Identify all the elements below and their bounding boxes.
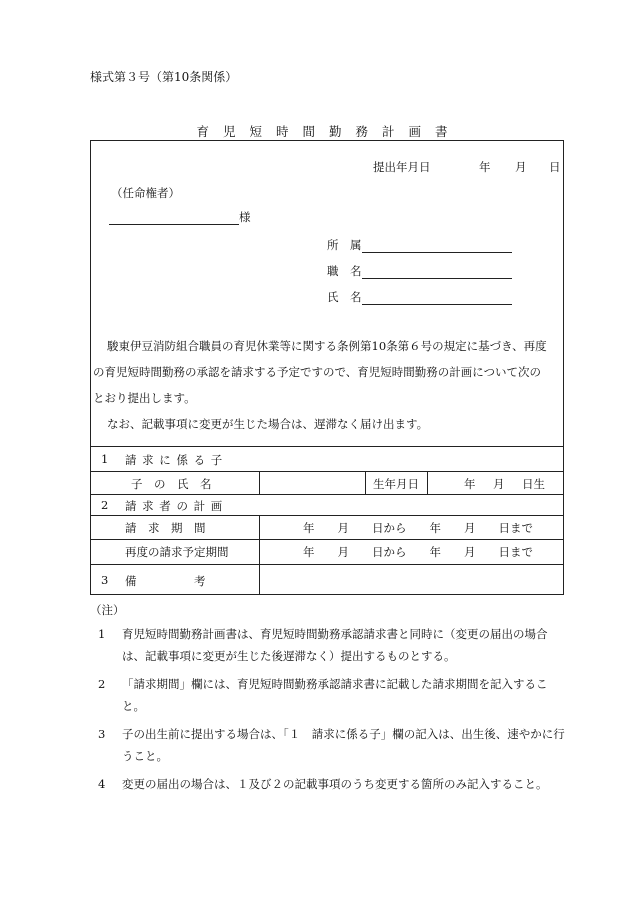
row-line-3 bbox=[91, 515, 563, 516]
note-item bbox=[98, 623, 568, 667]
section-1-number: 1 bbox=[101, 452, 109, 466]
affiliation-label: 所 属 bbox=[327, 238, 362, 252]
row-line-4 bbox=[91, 539, 563, 540]
birth-year: 年 bbox=[464, 477, 476, 491]
submit-date-label: 提出年月日 bbox=[373, 160, 431, 174]
note-item bbox=[98, 773, 568, 795]
table-top-line bbox=[91, 446, 563, 447]
affiliation-field[interactable] bbox=[362, 240, 512, 253]
form-box bbox=[90, 140, 564, 595]
section-3-number: 3 bbox=[101, 573, 109, 587]
planned-period-label: 再度の請求予定期間 bbox=[125, 545, 229, 559]
col-line-name bbox=[259, 471, 260, 494]
position-label: 職 名 bbox=[327, 264, 362, 278]
body-text-line-1: 駿東伊豆消防組合職員の育児休業等に関する条例第10条第６号の規定に基づき、再度 bbox=[107, 339, 547, 353]
col-line-birth-2 bbox=[427, 471, 428, 494]
row-line-2 bbox=[91, 494, 563, 495]
note-text: 変更の届出の場合は、１及び２の記載事項のうち変更する箇所のみ記入すること。 bbox=[122, 777, 548, 791]
birth-month: 月 bbox=[493, 477, 505, 491]
note-number: 3 bbox=[98, 727, 106, 741]
document-title: 育児短時間勤務計画書 bbox=[196, 124, 462, 139]
note-number: 2 bbox=[98, 677, 106, 691]
col-line-periods bbox=[259, 515, 260, 595]
section-2-label: 請 求 者 の 計 画 bbox=[125, 499, 224, 513]
col-line-birth-1 bbox=[365, 471, 366, 494]
remarks-label: 備 考 bbox=[125, 574, 206, 588]
sama-label: 様 bbox=[239, 210, 251, 224]
notes-list bbox=[98, 623, 568, 801]
body-text-line-4: なお、記載事項に変更が生じた場合は、遅滞なく届け出ます。 bbox=[107, 417, 429, 431]
section-1-label: 請 求 に 係 る 子 bbox=[125, 453, 224, 467]
row-line-5 bbox=[91, 564, 563, 565]
note-item bbox=[98, 723, 568, 767]
submit-date-day: 日 bbox=[549, 160, 561, 174]
child-name-field[interactable] bbox=[271, 473, 359, 491]
appointer-label: （任命権者） bbox=[111, 186, 180, 200]
name-field[interactable] bbox=[362, 292, 512, 305]
note-text: 子の出生前に提出する場合は、「１ 請求に係る子」欄の記入は、出生後、速やかに行うこと。 bbox=[122, 727, 565, 763]
note-number: 4 bbox=[98, 777, 106, 791]
appointer-name-field[interactable] bbox=[109, 212, 239, 225]
position-field[interactable] bbox=[362, 266, 512, 279]
row-line-1 bbox=[91, 471, 563, 472]
body-text-line-2: の育児短時間勤務の承認を請求する予定ですので、育児短時間勤務の計画について次の bbox=[93, 365, 542, 379]
note-text: 育児短時間勤務計画書は、育児短時間勤務承認請求書と同時に（変更の届出の場合は、記載事項に変更が生じた後遅滞なく）提出するものとする。 bbox=[122, 627, 548, 663]
planned-period-value[interactable]: 年 月 日から 年 月 日まで bbox=[303, 545, 533, 559]
child-name-label: 子 の 氏 名 bbox=[131, 477, 212, 491]
birth-date-label: 生年月日 bbox=[373, 477, 419, 491]
note-text: 「請求期間」欄には、育児短時間勤務承認請求書に記載した請求期間を記入すること。 bbox=[122, 677, 548, 713]
note-number: 1 bbox=[98, 627, 106, 641]
note-item bbox=[98, 673, 568, 717]
section-2-number: 2 bbox=[101, 498, 109, 512]
submit-date-month: 月 bbox=[515, 160, 527, 174]
notes-header: （注） bbox=[90, 603, 125, 617]
birth-day: 日生 bbox=[522, 477, 545, 491]
body-text-line-3: とおり提出します。 bbox=[93, 391, 196, 405]
request-period-label: 請 求 期 間 bbox=[125, 521, 206, 535]
request-period-value[interactable]: 年 月 日から 年 月 日まで bbox=[303, 521, 533, 535]
name-label: 氏 名 bbox=[327, 290, 362, 304]
submit-date-year: 年 bbox=[479, 160, 491, 174]
remarks-field[interactable] bbox=[271, 568, 557, 590]
form-number-label: 様式第３号（第10条関係） bbox=[90, 70, 238, 84]
